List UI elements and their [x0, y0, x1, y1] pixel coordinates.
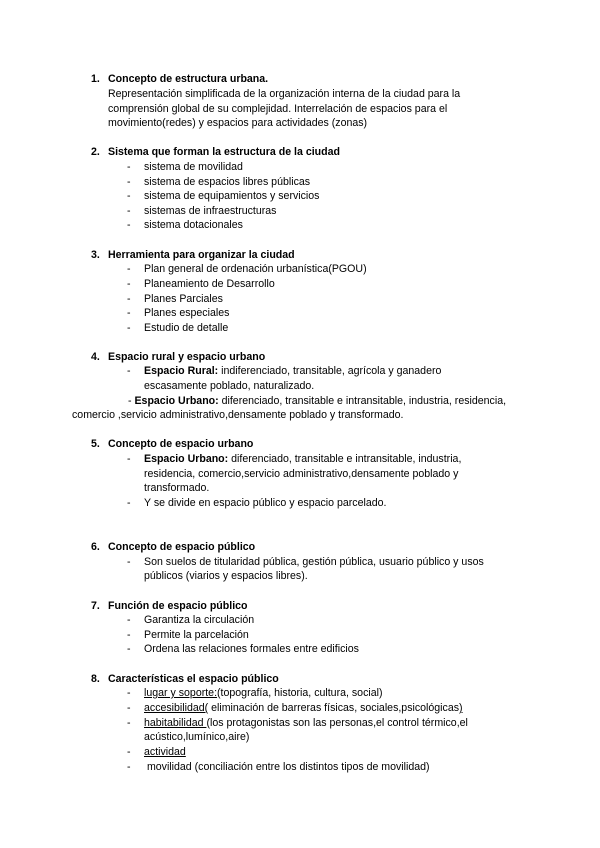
- list-item-continuation: comercio ,servicio administrativo,densamente poblado y transformado.: [72, 409, 404, 421]
- paragraph-line: movimiento(redes) y espacios para actividades (zonas): [108, 117, 368, 129]
- paragraph-line: Representación simplificada de la organización interna de la ciudad para la: [108, 88, 461, 100]
- list-item: - Espacio Urbano: diferenciado, transitable e intransitable, industria, residencia,: [128, 395, 507, 407]
- list-item-continuation: escasamente poblado, naturalizado.: [144, 380, 315, 392]
- list-item-continuation: públicos (viarios y espacios libres).: [144, 570, 308, 582]
- list-item: - Ordena las relaciones formales entre edificios: [127, 643, 359, 655]
- section-heading-2: 2. Sistema que forman la estructura de la ciudad: [91, 146, 340, 158]
- list-item: - Espacio Rural: indiferenciado, transitable, agrícola y ganadero: [127, 365, 442, 377]
- section-heading-3: 3. Herramienta para organizar la ciudad: [91, 249, 295, 261]
- list-item: - sistema de movilidad: [127, 161, 243, 173]
- paragraph-line: comprensión global de su complejidad. Interrelación de espacios para el: [108, 103, 448, 115]
- list-item: - Espacio Urbano: diferenciado, transitable e intransitable, industria,: [127, 453, 462, 465]
- list-item: - Son suelos de titularidad pública, gestión pública, usuario público y usos: [127, 556, 484, 568]
- list-item: - Y se divide en espacio público y espacio parcelado.: [127, 497, 387, 509]
- section-heading-4: 4. Espacio rural y espacio urbano: [91, 351, 266, 363]
- list-item-continuation: residencia, comercio,servicio administrativo,densamente poblado y: [144, 468, 459, 480]
- section-heading-8: 8. Características el espacio público: [91, 673, 279, 685]
- list-item: - Planes especiales: [127, 307, 230, 319]
- list-item-continuation: transformado.: [144, 482, 210, 494]
- list-item: - Planeamiento de Desarrollo: [127, 278, 275, 290]
- list-item: - movilidad (conciliación entre los distintos tipos de movilidad): [127, 761, 430, 773]
- list-item: - lugar y soporte:(topografía, historia, cultura, social): [127, 687, 383, 699]
- list-item: - sistema de espacios libres públicas: [127, 176, 311, 188]
- section-heading-6: 6. Concepto de espacio público: [91, 541, 256, 553]
- list-item: - Garantiza la circulación: [127, 614, 255, 626]
- list-item: - habitabilidad (los protagonistas son las personas,el control térmico,el: [127, 717, 468, 729]
- section-heading-1: 1. Concepto de estructura urbana.: [91, 73, 269, 85]
- list-item: - Estudio de detalle: [127, 322, 229, 334]
- list-item: - sistemas de infraestructuras: [127, 205, 277, 217]
- list-item: - sistema dotacionales: [127, 219, 243, 231]
- list-item-continuation: acústico,lumínico,aire): [144, 731, 250, 743]
- list-item: - Plan general de ordenación urbanística(PGOU): [127, 263, 367, 275]
- list-item: - Planes Parciales: [127, 293, 223, 305]
- list-item: - actividad: [127, 746, 186, 758]
- section-heading-7: 7. Función de espacio público: [91, 600, 248, 612]
- section-heading-5: 5. Concepto de espacio urbano: [91, 438, 254, 450]
- list-item: - sistema de equipamientos y servicios: [127, 190, 320, 202]
- list-item: - accesibilidad( eliminación de barreras físicas, sociales,psicológicas): [127, 702, 463, 714]
- list-item: - Permite la parcelación: [127, 629, 249, 641]
